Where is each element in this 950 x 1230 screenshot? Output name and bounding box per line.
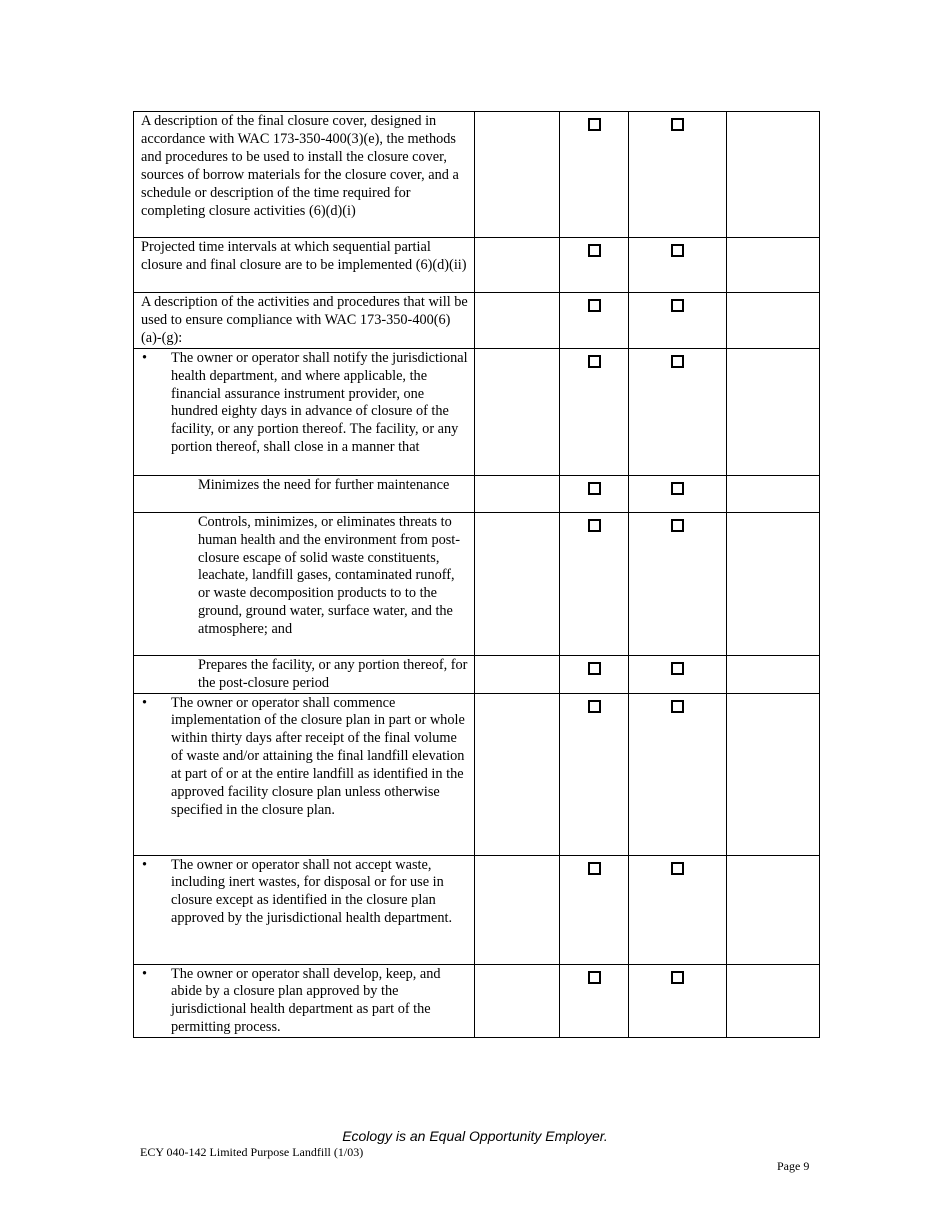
yes-checkbox[interactable]	[588, 299, 601, 312]
comments-cell	[727, 293, 820, 349]
requirement-text: A description of the activities and procedures that will be used to ensure compliance with WAC 173-350-400(6) (a)-(g):	[141, 294, 468, 346]
notes-cell	[475, 348, 560, 475]
no-checkbox[interactable]	[671, 118, 684, 131]
requirement-cell	[134, 855, 475, 964]
bullet-icon: •	[142, 349, 148, 366]
notes-cell	[475, 693, 560, 855]
comments-cell	[727, 348, 820, 475]
bullet-icon: •	[142, 694, 148, 711]
closure-checklist-table	[133, 111, 820, 1038]
yes-checkbox[interactable]	[588, 862, 601, 875]
no-checkbox[interactable]	[671, 700, 684, 713]
requirement-cell	[134, 693, 475, 855]
no-checkbox[interactable]	[671, 519, 684, 532]
yes-checkbox[interactable]	[588, 662, 601, 675]
requirement-cell	[134, 475, 475, 512]
requirement-cell	[134, 512, 475, 655]
yes-checkbox[interactable]	[588, 700, 601, 713]
yes-checkbox[interactable]	[588, 482, 601, 495]
requirement-text: Minimizes the need for further maintenance	[198, 476, 450, 493]
no-checkbox[interactable]	[671, 662, 684, 675]
notes-cell	[475, 855, 560, 964]
table-row	[134, 293, 820, 349]
notes-cell	[475, 655, 560, 693]
no-checkbox[interactable]	[671, 244, 684, 257]
requirement-text: Prepares the facility, or any portion thereof, for the post-closure period	[198, 656, 468, 691]
no-checkbox[interactable]	[671, 862, 684, 875]
table-row	[134, 964, 820, 1038]
table-row	[134, 238, 820, 293]
yes-checkbox[interactable]	[588, 118, 601, 131]
requirement-text: The owner or operator shall not accept waste, including inert wastes, for disposal or for use in closure except as identified in the closure plan approved by the jurisdictional health department.	[171, 856, 453, 927]
yes-checkbox[interactable]	[588, 971, 601, 984]
comments-cell	[727, 112, 820, 238]
notes-cell	[475, 512, 560, 655]
table-row	[134, 855, 820, 964]
bullet-icon: •	[142, 856, 148, 873]
requirement-cell	[134, 238, 475, 293]
requirement-cell	[134, 964, 475, 1038]
requirement-text: The owner or operator shall commence implementation of the closure plan in part or whole within thirty days after receipt of the final volume of waste and/or attaining the final landfill elevation at part of or at the entire landfill as identified in the approved facility closure plan unless otherwise specified in the closure plan.	[171, 694, 465, 818]
notes-cell	[475, 238, 560, 293]
notes-cell	[475, 475, 560, 512]
requirement-text: A description of the final closure cover, designed in accordance with WAC 173-350-400(3)(e), the methods and procedures to be used to install the closure cover, sources of borrow materials for the closure cover, and a schedule or description of the time required for completing closure activities (6)(d)(i)	[141, 113, 459, 219]
comments-cell	[727, 964, 820, 1038]
table-row	[134, 512, 820, 655]
table-row	[134, 655, 820, 693]
notes-cell	[475, 293, 560, 349]
no-checkbox[interactable]	[671, 971, 684, 984]
table-row	[134, 475, 820, 512]
comments-cell	[727, 475, 820, 512]
comments-cell	[727, 238, 820, 293]
requirement-cell	[134, 112, 475, 238]
table-row	[134, 348, 820, 475]
form-identifier: ECY 040-142 Limited Purpose Landfill (1/03)	[140, 1145, 364, 1159]
table-row	[134, 112, 820, 238]
yes-checkbox[interactable]	[588, 519, 601, 532]
bullet-icon: •	[142, 965, 148, 982]
requirement-text: The owner or operator shall develop, keep, and abide by a closure plan approved by the jurisdictional health department as part of the permitting process.	[171, 965, 441, 1036]
notes-cell	[475, 964, 560, 1038]
no-checkbox[interactable]	[671, 299, 684, 312]
requirement-cell	[134, 348, 475, 475]
comments-cell	[727, 693, 820, 855]
yes-checkbox[interactable]	[588, 355, 601, 368]
no-checkbox[interactable]	[671, 355, 684, 368]
requirement-text: The owner or operator shall notify the jurisdictional health department, and where applicable, the financial assurance instrument provider, one hundred eighty days in advance of closure of the facility, or any portion thereof. The facility, or any portion thereof, shall close in a manner that	[171, 349, 468, 456]
notes-cell	[475, 112, 560, 238]
table-row	[134, 693, 820, 855]
yes-checkbox[interactable]	[588, 244, 601, 257]
comments-cell	[727, 512, 820, 655]
comments-cell	[727, 655, 820, 693]
requirement-text: Projected time intervals at which sequential partial closure and final closure are to be implemented (6)(d)(ii)	[141, 239, 467, 273]
page-number: Page 9	[777, 1159, 810, 1173]
comments-cell	[727, 855, 820, 964]
no-checkbox[interactable]	[671, 482, 684, 495]
requirement-cell	[134, 655, 475, 693]
requirement-text: Controls, minimizes, or eliminates threats to human health and the environment from post-closure escape of solid waste constituents, leachate, landfill gases, contaminated runoff, or waste decomposition products to to the ground, ground water, surface water, and the atmosphere; and	[198, 513, 461, 638]
equal-opportunity-notice: Ecology is an Equal Opportunity Employer.	[342, 1128, 608, 1144]
requirement-cell	[134, 293, 475, 349]
